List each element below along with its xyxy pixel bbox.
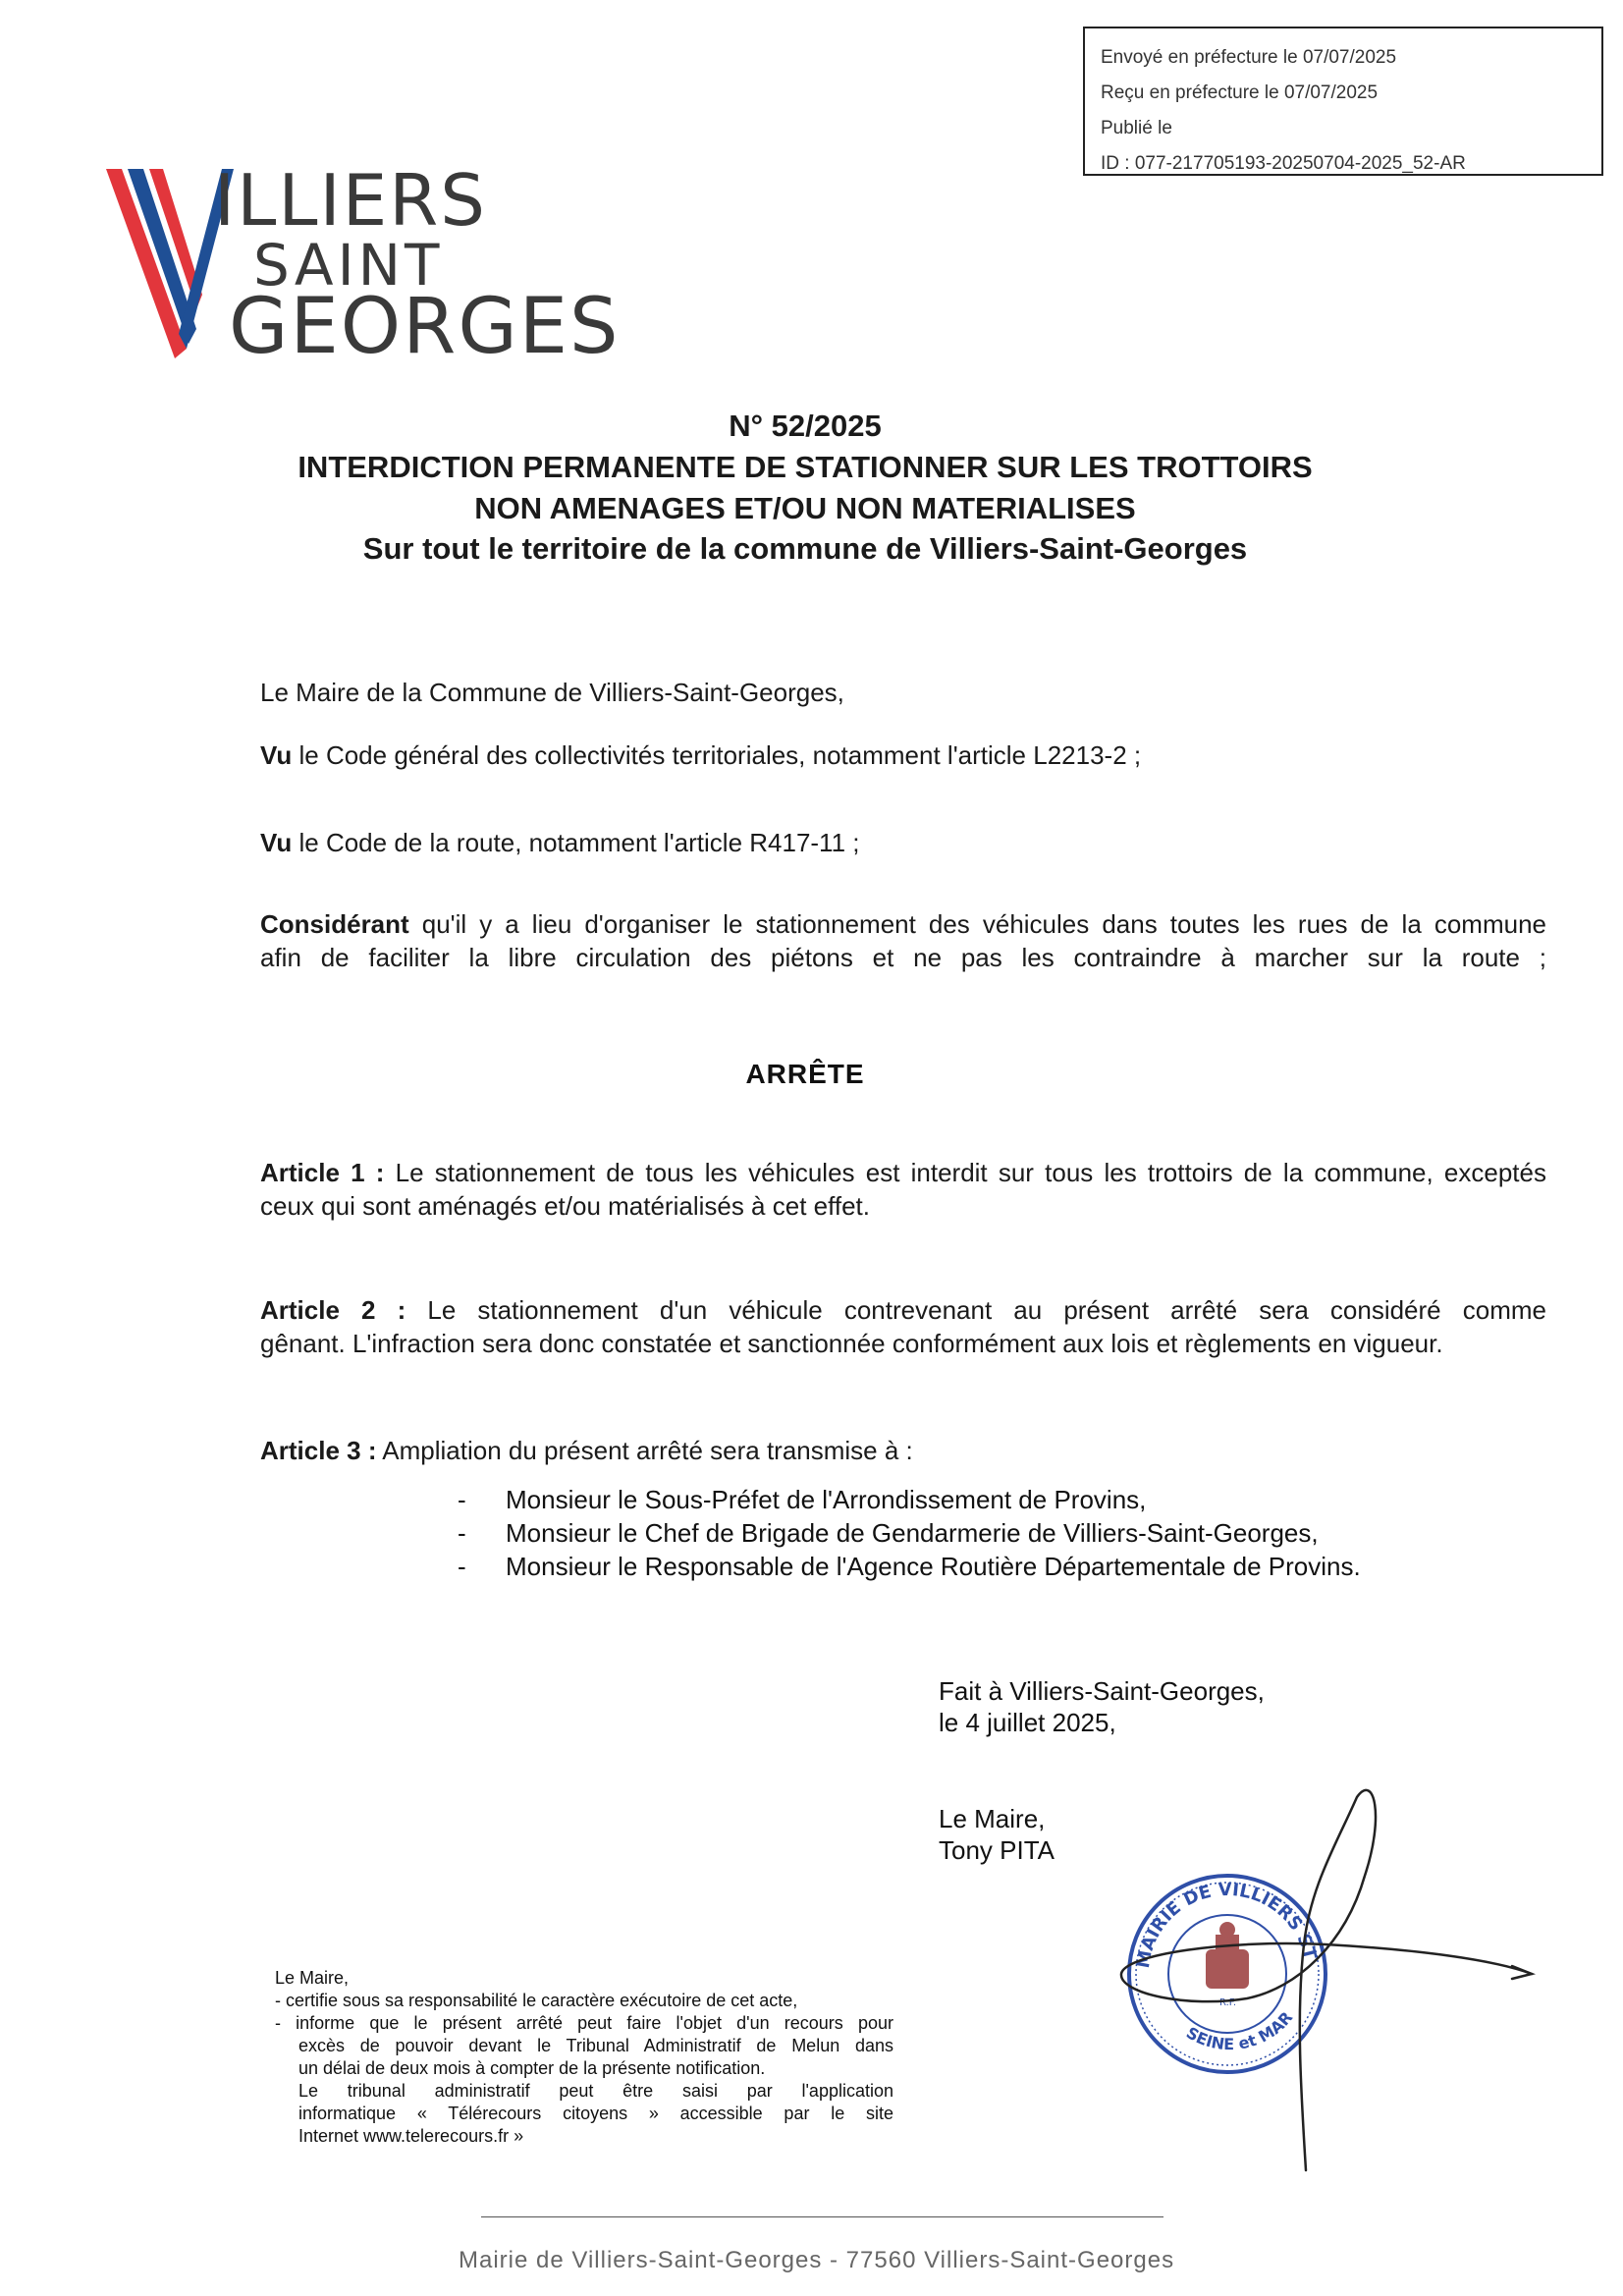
signature-role: Le Maire, bbox=[939, 1804, 1046, 1833]
signature-name: Tony PITA bbox=[939, 1835, 1055, 1865]
vu-label: Vu bbox=[260, 740, 293, 770]
signature-date: le 4 juillet 2025, bbox=[939, 1708, 1116, 1737]
article-1-text-1: Le stationnement de tous les véhicules est interdit sur tous les trottoirs de la commune, exceptés bbox=[384, 1158, 1546, 1187]
footer-address: Mairie de Villiers-Saint-Georges - 77560 Villiers-Saint-Georges bbox=[459, 2247, 1175, 2273]
recipient-text: Monsieur le Chef de Brigade de Gendarmerie de Villiers-Saint-Georges, bbox=[506, 1518, 1319, 1548]
list-item bbox=[452, 1516, 1361, 1550]
svg-text:MAIRIE DE VILLIERS ST GEORGES: MAIRIE DE VILLIERS ST bbox=[1132, 1879, 1321, 1970]
notice-line: un délai de deux mois à compter de la présente notification. bbox=[298, 2058, 766, 2078]
notice-line: Le tribunal administratif peut être saisi par l'application bbox=[298, 2081, 893, 2101]
considerant-text-1: qu'il y a lieu d'organiser le stationnement des véhicules dans toutes les rues de la commune bbox=[408, 909, 1546, 939]
official-stamp-and-signature bbox=[1100, 1777, 1551, 2190]
footer-divider bbox=[481, 2216, 1163, 2217]
article-1 bbox=[260, 1156, 1546, 1223]
svg-text:R.F.: R.F. bbox=[1219, 1997, 1237, 2008]
vu-paragraph-1 bbox=[260, 738, 1546, 772]
prefecture-transmission-box bbox=[1083, 27, 1603, 176]
recipients-list bbox=[452, 1483, 1361, 1583]
considerant-label: Considérant bbox=[260, 909, 409, 939]
list-dash: - bbox=[458, 1485, 466, 1514]
article-2-text-1: Le stationnement d'un véhicule contrevenant au présent arrêté sera considéré comme bbox=[406, 1295, 1546, 1325]
article-3-text: Ampliation du présent arrêté sera transmise à : bbox=[376, 1436, 913, 1465]
notice-line: Le Maire, bbox=[275, 1968, 350, 1988]
prefecture-act-id: ID : 077-217705193-20250704-2025_52-AR bbox=[1101, 153, 1466, 174]
intro-paragraph: Le Maire de la Commune de Villiers-Saint-Georges, bbox=[260, 678, 844, 707]
considerant-line-2: afin de faciliter la libre circulation des piétons et ne pas les contraindre à marcher sur la route ; bbox=[260, 943, 1546, 972]
decree-number: N° 52/2025 bbox=[729, 409, 882, 443]
logo-line-2: SAINT bbox=[253, 232, 444, 299]
signature-place: Fait à Villiers-Saint-Georges, bbox=[939, 1676, 1265, 1706]
prefecture-sent-date: Envoyé en préfecture le 07/07/2025 bbox=[1101, 47, 1397, 68]
list-item bbox=[452, 1550, 1361, 1583]
article-3 bbox=[260, 1434, 1546, 1467]
considerant-paragraph bbox=[260, 907, 1546, 974]
legal-notice bbox=[275, 1967, 893, 2148]
notice-line: Internet www.telerecours.fr » bbox=[298, 2126, 524, 2146]
notice-line: - informe que le présent arrêté peut faire l'objet d'un recours pour bbox=[275, 2013, 893, 2033]
arrete-heading: ARRÊTE bbox=[745, 1059, 865, 1089]
decree-subtitle: Sur tout le territoire de la commune de Villiers-Saint-Georges bbox=[362, 531, 1248, 566]
vu-text: le Code général des collectivités territoriales, notamment l'article L2213-2 ; bbox=[292, 740, 1142, 770]
article-2-line-1 bbox=[260, 1293, 1546, 1327]
svg-text:SEINE et MARNE: SEINE et MAR bbox=[1183, 2007, 1297, 2054]
logo-line-1: ILLIERS bbox=[214, 159, 487, 242]
list-dash: - bbox=[458, 1518, 466, 1548]
recipient-text: Monsieur le Responsable de l'Agence Routière Départementale de Provins. bbox=[506, 1552, 1361, 1581]
considerant-line-1 bbox=[260, 907, 1546, 941]
vu-label: Vu bbox=[260, 828, 293, 857]
notice-line: informatique « Télérecours citoyens » accessible par le site bbox=[298, 2104, 893, 2123]
municipality-logo bbox=[106, 157, 621, 371]
article-1-line-1 bbox=[260, 1156, 1546, 1189]
article-3-label: Article 3 : bbox=[260, 1436, 377, 1465]
article-1-label: Article 1 : bbox=[260, 1158, 385, 1187]
notice-line: - certifie sous sa responsabilité le caractère exécutoire de cet acte, bbox=[275, 1991, 798, 2010]
official-stamp-icon bbox=[1100, 1777, 1551, 2190]
article-1-line-2: ceux qui sont aménagés et/ou matérialisés à cet effet. bbox=[260, 1191, 870, 1221]
vu-paragraph-2 bbox=[260, 826, 1546, 859]
list-item bbox=[452, 1483, 1361, 1516]
decree-title-line-1: INTERDICTION PERMANENTE DE STATIONNER SUR LES TROTTOIRS bbox=[298, 450, 1313, 484]
article-2 bbox=[260, 1293, 1546, 1360]
prefecture-published: Publié le bbox=[1101, 118, 1172, 138]
article-2-line-2: gênant. L'infraction sera donc constatée et sanctionnée conformément aux lois et règlements en vigueur. bbox=[260, 1329, 1443, 1358]
notice-line: excès de pouvoir devant le Tribunal Administratif de Melun dans bbox=[298, 2036, 893, 2055]
decree-title-line-2: NON AMENAGES ET/OU NON MATERIALISES bbox=[474, 491, 1136, 525]
vu-text: le Code de la route, notamment l'article R417-11 ; bbox=[292, 828, 860, 857]
list-dash: - bbox=[458, 1552, 466, 1581]
article-2-label: Article 2 : bbox=[260, 1295, 406, 1325]
prefecture-received-date: Reçu en préfecture le 07/07/2025 bbox=[1101, 82, 1379, 103]
recipient-text: Monsieur le Sous-Préfet de l'Arrondissement de Provins, bbox=[506, 1485, 1147, 1514]
logo-line-3: GEORGES bbox=[229, 283, 621, 371]
